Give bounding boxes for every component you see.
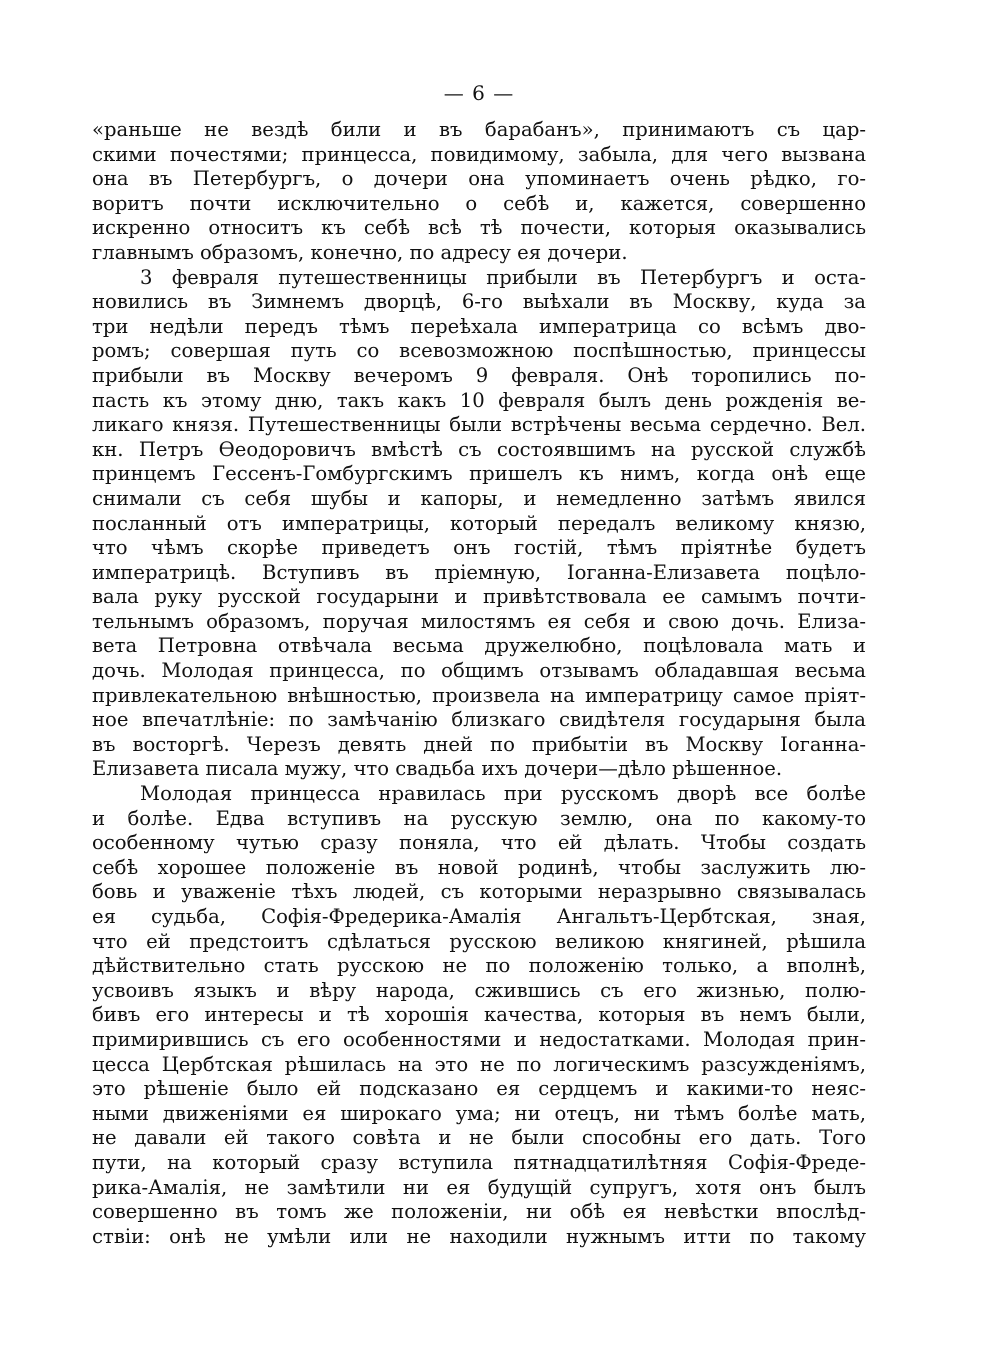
text-line: императрицѣ. Вступивъ въ пріемную, Іоганна-Елизавета поцѣло-: [92, 560, 866, 584]
text-line: искренно относитъ къ себѣ всѣ тѣ почести, которыя оказывались: [92, 216, 866, 240]
text-line: посланный отъ императрицы, который передалъ великому князю,: [92, 511, 866, 535]
text-line: не давали ей такого совѣта и не были способны его дать. Того: [92, 1126, 866, 1150]
page-number: — 6 —: [443, 81, 515, 105]
text-line: ея судьба, Софія-Фредерика-Амалія Ангальтъ-Цербтская, зная,: [92, 905, 866, 928]
text-line: вета Петровна отвѣчала весьма дружелюбно, поцѣловала мать и: [92, 634, 866, 658]
text-line: что чѣмъ скорѣе приведетъ онъ гостій, тѣмъ пріятнѣе будетъ: [92, 536, 866, 560]
text-line: она въ Петербургъ, о дочери она упоминаетъ очень рѣдко, го-: [92, 167, 866, 191]
text-line: ными движеніями ея широкаго ума; ни отецъ, ни тѣмъ болѣе мать,: [92, 1101, 866, 1125]
text-line: новились въ Зимнемъ дворцѣ, 6-го выѣхали въ Москву, куда за: [92, 290, 866, 314]
text-line: пути, на который сразу вступила пятнадцатилѣтняя Софія-Фреде-: [92, 1150, 866, 1174]
text-line: въ восторгѣ. Черезъ девять дней по прибытіи въ Москву Іоганна-: [92, 732, 866, 756]
text-line: ликаго князя. Путешественницы были встрѣчены весьма сердечно. Вел.: [92, 413, 866, 437]
text-line: Елизавета писала мужу, что свадьба ихъ дочери—дѣло рѣшенное.: [92, 757, 783, 781]
text-line: «раньше не вездѣ били и въ барабанъ», принимаютъ съ цар-: [92, 118, 866, 141]
document-page: [92, 78, 866, 1249]
text-line: совершенно въ томъ же положеніи, ни обѣ ея невѣстки впослѣд-: [92, 1200, 866, 1224]
text-line: и болѣе. Едва вступивъ на русскую землю, она по какому-то: [92, 806, 866, 830]
text-line: себѣ хорошее положеніе въ новой родинѣ, чтобы заслужить лю-: [92, 855, 866, 879]
text-line: прибыли въ Москву вечеромъ 9 февраля. Онѣ торопились по-: [92, 363, 866, 387]
text-line: бовь и уваженіе тѣхъ людей, съ которыми неразрывно связывалась: [92, 880, 866, 904]
text-line: вала руку русской государыни и привѣтствовала ее самымъ почти-: [92, 585, 866, 609]
text-line: цесса Цербтская рѣшилась на это не по логическимъ разсужденіямъ,: [92, 1052, 866, 1076]
text-line: усвоивъ языкъ и вѣру народа, сжившись съ его жизнью, полю-: [92, 978, 866, 1002]
text-line: воритъ почти исключительно о себѣ и, кажется, совершенно: [92, 191, 866, 215]
text-line: три недѣли передъ тѣмъ переѣхала императрица со всѣмъ дво-: [92, 314, 866, 338]
text-line: привлекательною внѣшностью, произвела на императрицу самое пріят-: [92, 683, 866, 707]
text-line: Молодая принцесса нравилась при русскомъ дворѣ все болѣе: [140, 782, 866, 806]
text-line: скими почестями; принцесса, повидимому, забыла, для чего вызвана: [92, 142, 866, 166]
text-line: кн. Петръ Ѳеодоровичъ вмѣстѣ съ состоявшимъ на русской службѣ: [92, 437, 866, 461]
text-line: тельнымъ образомъ, поручая милостямъ ея себя и свою дочь. Елиза-: [92, 609, 866, 633]
text-line: ствіи: онѣ не умѣли или не находили нужнымъ итти по такому: [92, 1224, 866, 1248]
text-line: что ей предстоитъ сдѣлаться русскою великою княгиней, рѣшила: [92, 929, 866, 953]
text-line: 3 февраля путешественницы прибыли въ Петербургъ и оста-: [140, 265, 866, 289]
text-line: снимали съ себя шубы и капоры, и немедленно затѣмъ явился: [92, 486, 866, 510]
text-line: особенному чутью сразу поняла, что ей дѣлать. Чтобы создать: [92, 831, 866, 855]
text-line: дѣйствительно стать русскою не по положенію только, а вполнѣ,: [92, 954, 866, 978]
text-line: ное впечатлѣніе: по замѣчанію близкаго свидѣтеля государыня была: [92, 708, 866, 732]
text-line: пасть къ этому дню, такъ какъ 10 февраля былъ день рожденія ве-: [92, 388, 866, 412]
text-line: бивъ его интересы и тѣ хорошія качества, которыя въ немъ были,: [92, 1003, 866, 1027]
text-line: дочь. Молодая принцесса, по общимъ отзывамъ обладавшая весьма: [92, 659, 866, 683]
text-line: это рѣшеніе было ей подсказано ея сердцемъ и какими-то неяс-: [92, 1077, 866, 1101]
text-line: рика-Амалія, не замѣтили ни ея будущій супругъ, хотя онъ былъ: [92, 1175, 866, 1199]
text-line: принцемъ Гессенъ-Гомбургскимъ пришелъ къ нимъ, когда онѣ еще: [92, 462, 866, 486]
text-line: главнымъ образомъ, конечно, по адресу ея дочери.: [92, 240, 628, 264]
text-line: ромъ; совершая путь со всевозможною поспѣшностью, принцессы: [92, 339, 866, 363]
body-text: [92, 118, 866, 1249]
text-line: примирившись съ его особенностями и недостатками. Молодая прин-: [92, 1027, 866, 1051]
